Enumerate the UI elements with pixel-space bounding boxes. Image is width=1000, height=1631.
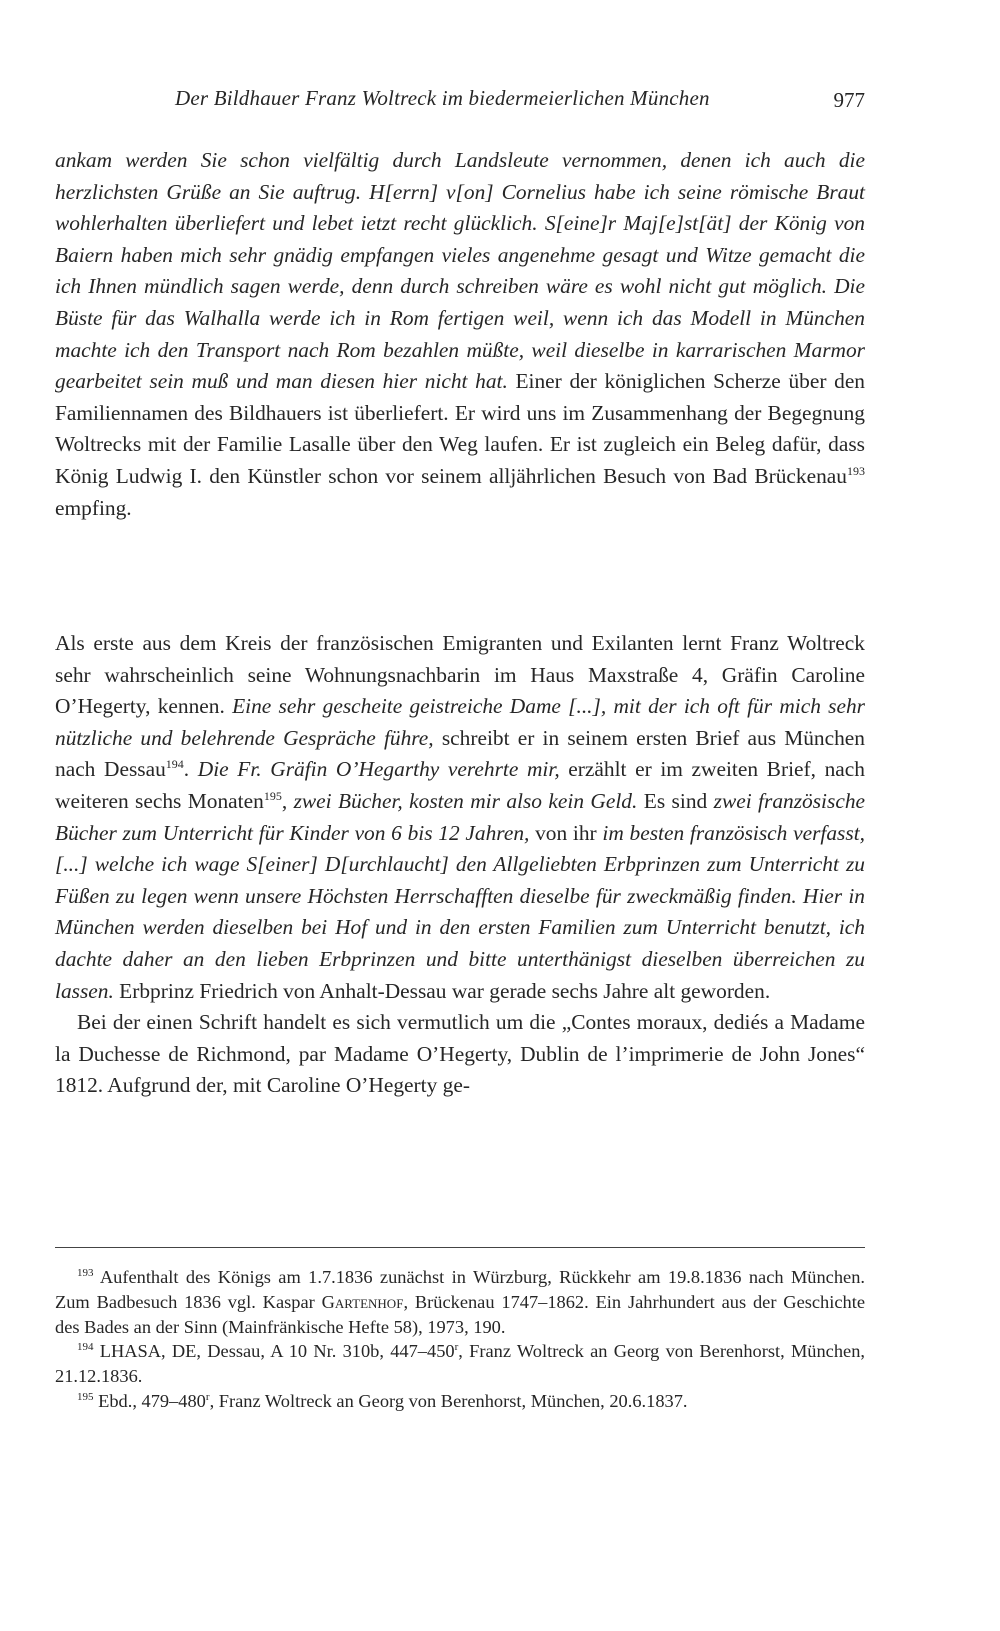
body-text: Bei der einen Schrift handelt es sich vermutlich um die „Contes moraux, dediés a Madame la Duchesse de Richmond, par Madame O’Hegerty, Dublin de l’imprimerie de John Jones“ 1812. Aufgrund der, mit Caroline O’Hegerty ge- bbox=[55, 1010, 865, 1098]
paragraph-contes-moraux bbox=[55, 1007, 865, 1102]
footnote-ref-193: 193 bbox=[847, 463, 865, 478]
footnote-text: , Brückenau 1747–1862. Ein Jahrhundert aus der Geschichte des Bades an der Sinn (Mainfränkische Hefte 58), 1973, 190. bbox=[55, 1291, 865, 1337]
footnote-divider bbox=[55, 1247, 865, 1248]
footnotes bbox=[55, 1265, 865, 1414]
footnote-text: , Franz Woltreck an Georg von Berenhorst, München, 20.6.1837. bbox=[209, 1390, 688, 1411]
body-text: Es sind bbox=[637, 788, 714, 813]
body-text: Einer der königlichen Scherze über den Familiennamen des Bildhauers ist überliefert. Er wird uns im Zusammenhang der Begegnung Woltrecks mit der Familie Lasalle über den Weg laufen. Er ist zugleich ein Beleg dafür, dass König Ludwig I. den Künstler schon vor seinem alljährlichen Besuch von Bad Brückenau bbox=[55, 369, 866, 488]
page-number: 977 bbox=[833, 88, 865, 112]
body-text: schreibt er in seinem ersten Brief aus München nach Dessau bbox=[55, 725, 866, 782]
running-header bbox=[175, 86, 865, 120]
footnote-195 bbox=[55, 1389, 865, 1414]
body-text: . bbox=[183, 757, 198, 782]
body-text: empfing. bbox=[55, 495, 132, 520]
footnote-193 bbox=[55, 1265, 865, 1339]
body-text: Erbprinz Friedrich von Anhalt-Dessau war gerade sechs Jahre alt geworden. bbox=[113, 978, 771, 1003]
quote-text: zwei französische Bücher zum Unterricht für Kinder von 6 bis 12 Jahren, bbox=[55, 788, 866, 845]
quote-text: zwei Bücher, kosten mir also kein Geld. bbox=[293, 788, 638, 813]
footnote-ref-194: 194 bbox=[165, 757, 184, 772]
paragraph-quote-continuation bbox=[55, 145, 865, 524]
body-text: von ihr bbox=[529, 820, 603, 845]
footnote-number: 194 bbox=[77, 1341, 94, 1354]
footnote-text: Ebd., 479–480 bbox=[93, 1390, 206, 1411]
body-text: Als erste aus dem Kreis der französischen Emigranten und Exilanten lernt Franz Woltreck sehr wahrscheinlich seine Wohnungsnachbarin im Haus Maxstraße 4, Gräfin Caroline O’Hegerty, kennen. bbox=[55, 631, 865, 719]
footnote-text: LHASA, DE, Dessau, A 10 Nr. 310b, 447–450 bbox=[93, 1341, 455, 1362]
recto-marker: r bbox=[205, 1390, 210, 1403]
body-text-top bbox=[55, 145, 865, 524]
footnote-text: Aufenthalt des Königs am 1.7.1836 zunächst in Würzburg, Rückkehr am 19.8.1836 nach München. Zum Badbesuch 1836 vgl. Kaspar bbox=[55, 1267, 865, 1312]
quote-text: ankam werden Sie schon vielfältig durch Landsleute vernommen, denen ich auch die herzlichsten Grüße an Sie auftrug. H[errn] v[on] Cornelius habe ich seine römische Braut wohlerhalten überliefert und lebet ietzt recht glücklich. S[eine]r Maj[e]st[ät] der König von Baiern haben mich sehr gnädig empfangen vieles angenehme gesagt und Witze gemacht die ich Ihnen mündlich sagen werde, denn durch schreiben wäre es wohl nicht gut möglich. Die Büste für das Walhalla werde ich in Rom fertigen weil, wenn ich das Modell in München machte ich den Transport nach Rom bezahlen müßte, weil dieselbe in karrarischen Marmor gearbeitet sein muß und man diesen hier nicht hat. bbox=[55, 148, 865, 394]
footnote-194 bbox=[55, 1339, 865, 1389]
footnote-number: 193 bbox=[77, 1266, 94, 1279]
paragraph-ohegerty bbox=[55, 628, 865, 1007]
recto-marker: r bbox=[454, 1341, 459, 1354]
body-text: erzählt er im zweiten Brief, nach weiteren sechs Monaten bbox=[55, 757, 865, 813]
quote-text: Die Fr. Gräfin O’Hegarthy verehrte mir, bbox=[197, 757, 560, 782]
footnote-ref-195: 195 bbox=[263, 788, 282, 803]
quote-text: Eine sehr gescheite geistreiche Dame [...], mit der ich oft für mich sehr nützliche und belehrende Gespräche führe, bbox=[55, 694, 866, 750]
quote-text: im besten französisch verfasst, [...] welche ich wage S[einer] D[urchlaucht] den Allgeliebten Erbprinzen zum Unterricht zu Füßen zu legen wenn unsere Höchsten Herrschafften dieselbe für zweckmäßig finden. Hier in München werden dieselben bei Hof und in den ersten Familien zum Unterricht benutzt, ich dachte daher an den lieben Erbprinzen und bitte unterthänigst dieselben überreichen zu lassen. bbox=[55, 820, 865, 1003]
footnote-number: 195 bbox=[77, 1390, 94, 1403]
author-name: Gartenhof bbox=[321, 1291, 404, 1312]
body-text-main bbox=[55, 628, 865, 1102]
running-title: Der Bildhauer Franz Woltreck im biedermeierlichen München bbox=[175, 86, 710, 110]
footnote-text: , Franz Woltreck an Georg von Berenhorst, München, 21.12.1836. bbox=[55, 1341, 865, 1387]
body-text: , bbox=[281, 788, 294, 813]
